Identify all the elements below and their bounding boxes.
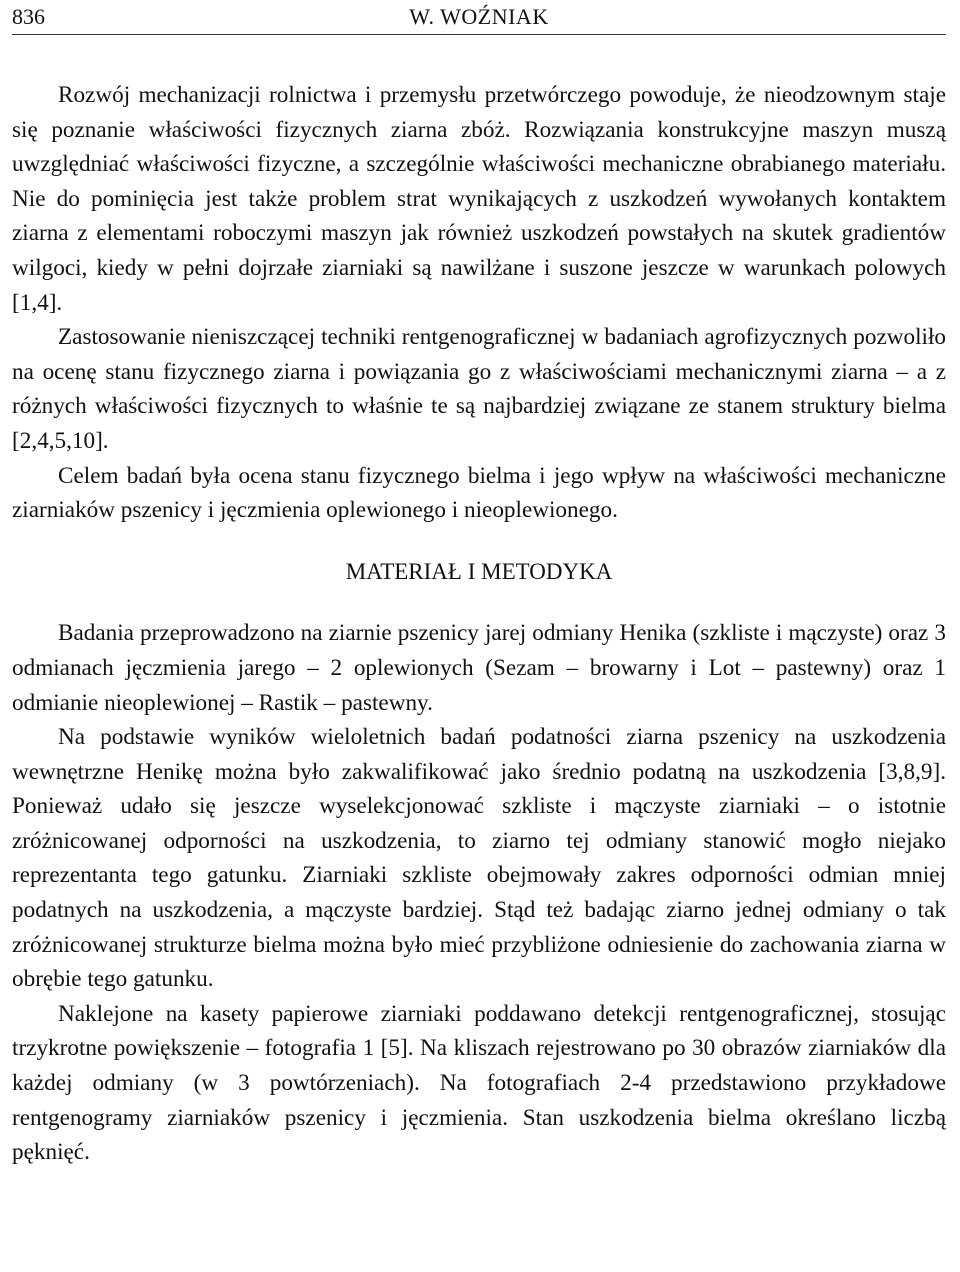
section-heading-methods: MATERIAŁ I METODYKA bbox=[345, 558, 613, 584]
article-body bbox=[12, 78, 946, 1170]
methods-paragraph-1: Badania przeprowadzono na ziarnie pszenicy jarej odmiany Henika (szkliste i mączyste) oraz 3 odmianach jęczmienia jarego – 2 oplewionych (Sezam – browarny i Lot – pastewny) oraz 1 odmianie nieoplewionej – Rastik – pastewny. bbox=[12, 620, 946, 716]
intro-paragraph-2: Zastosowanie nieniszczącej techniki rentgenograficznej w badaniach agrofizycznych pozwoliło na ocenę stanu fizycznego ziarna i powiązania go z właściwościami mechanicznymi ziarna – a z różnych właściwości fizycznych to właśnie te są najbardziej związane ze stanem struktury bielma [2,4,5,10]. bbox=[12, 324, 946, 454]
page-number: 836 bbox=[12, 4, 45, 29]
intro-paragraph-3: Celem badań była ocena stanu fizycznego bielma i jego wpływ na właściwości mechaniczne ziarniaków pszenicy i jęczmienia oplewionego i nieoplewionego. bbox=[12, 462, 946, 524]
methods-paragraph-2: Na podstawie wyników wieloletnich badań podatności ziarna pszenicy na uszkodzenia wewnętrzne Henikę można było zakwalifikować jako średnio podatną na uszkodzenia [3,8,9]. Ponieważ udało się jeszcze wyselekcjonować szkliste i mączyste ziarniaki – o istotnie zróżnicowanej odporności na uszkodzenia, to ziarno tej odmiany stanowić mogło niejako reprezentanta tego gatunku. Ziarniaki szkliste obejmowały zakres odporności odmian mniej podatnych na uszkodzenia, a mączyste bardziej. Stąd też badając ziarno jednej odmiany o tak zróżnicowanej strukturze bielma można było mieć przybliżone odniesienie do zachowania ziarna w obrębie tego gatunku. bbox=[12, 724, 946, 993]
running-head: W. WOŹNIAK bbox=[409, 4, 549, 29]
intro-paragraph-1: Rozwój mechanizacji rolnictwa i przemysłu przetwórczego powoduje, że nieodzownym staje się poznanie właściwości fizycznych ziarna zbóż. Rozwiązania konstrukcyjne maszyn muszą uwzględniać właściwości fizyczne, a szczególnie właściwości mechaniczne obrabianego materiału. Nie do pominięcia jest także problem strat wynikających z uszkodzeń wywołanych kontaktem ziarna z elementami roboczymi maszyn jak również uszkodzeń powstałych na skutek gradientów wilgoci, kiedy w pełni dojrzałe ziarniaki są nawilżane i suszone jeszcze w warunkach polowych [1,4]. bbox=[12, 82, 946, 316]
methods-paragraph-3: Naklejone na kasety papierowe ziarniaki poddawano detekcji rentgenograficznej, stosując trzykrotne powiększenie – fotografia 1 [5]. Na kliszach rejestrowano po 30 obrazów ziarniaków dla każdej odmiany (w 3 powtórzeniach). Na fotografiach 2-4 przedstawiono przykładowe rentgenogramy ziarniaków pszenicy i jęczmienia. Stan uszkodzenia bielma określano liczbą pęknięć. bbox=[12, 1000, 946, 1166]
page-header bbox=[12, 0, 946, 35]
